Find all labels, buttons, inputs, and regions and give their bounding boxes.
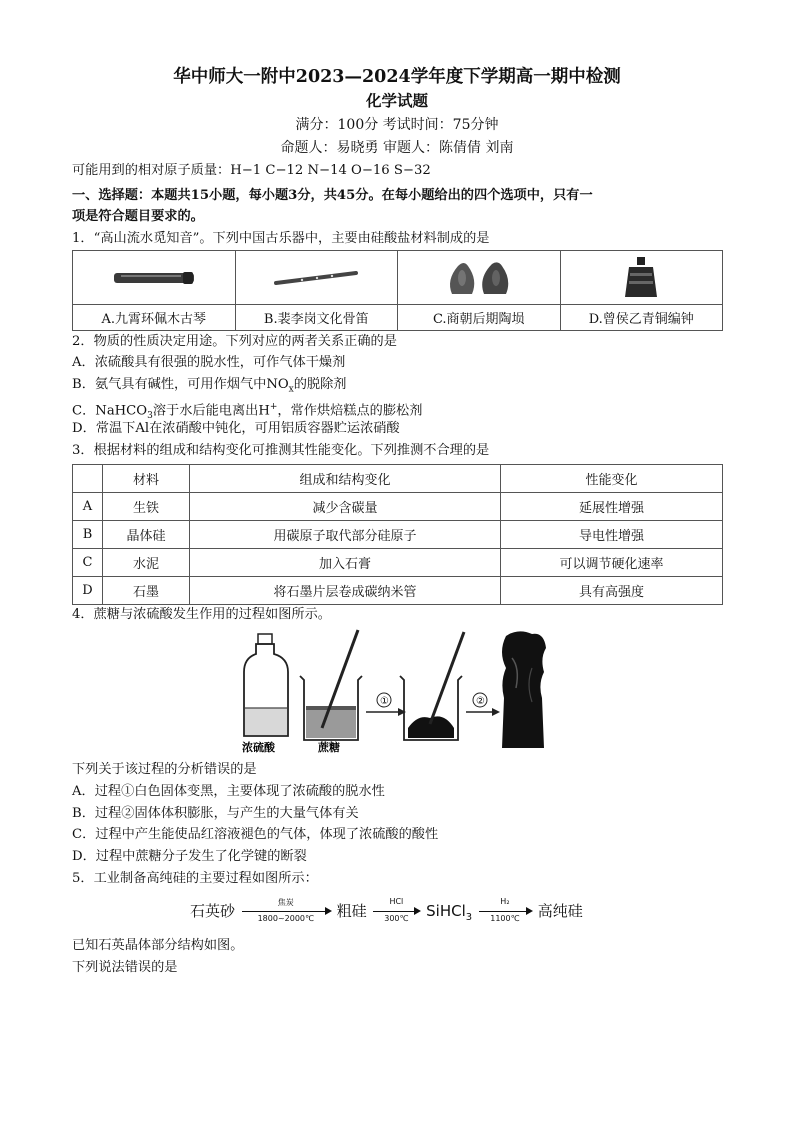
q2-stem: 2．物质的性质决定用途。下列对应的两者关系正确的是	[72, 334, 397, 349]
label-sugar: 蔗糖	[318, 741, 340, 754]
q3-row-label: D	[73, 577, 103, 605]
q3-row-label: C	[73, 549, 103, 577]
label-step1: ①	[380, 696, 389, 707]
q4-option-d: D．过程中蔗糖分子发生了化学键的断裂	[72, 849, 307, 864]
q3-header-change: 组成和结构变化	[190, 465, 501, 493]
q4-prompt: 下列关于该过程的分析错误的是	[72, 762, 257, 777]
exam-title: 华中师大一附中2023—2024学年度下学期高一期中检测	[173, 67, 621, 87]
q3-cell: 晶体硅	[103, 521, 190, 549]
q3-cell: 将石墨片层卷成碳纳米管	[190, 577, 501, 605]
q2-option-a: A．浓硫酸具有很强的脱水性，可作气体干燥剂	[72, 355, 346, 370]
q1-image-a	[73, 251, 236, 305]
section-heading: 一、选择题：本题共15小题，每小题3分，共45分。在每小题给出的四个选项中，只有一	[72, 188, 593, 203]
q1-option-b: B.裴李岗文化骨笛	[235, 305, 398, 331]
q3-cell: 石墨	[103, 577, 190, 605]
reagent-bottle-icon	[244, 634, 288, 736]
q3-cell: 可以调节硬化速率	[501, 549, 723, 577]
scheme-arrow-1: 焦炭 1800~2000℃	[240, 901, 332, 923]
table-row	[73, 577, 723, 605]
bell-icon	[621, 255, 661, 301]
q3-table	[72, 464, 723, 605]
q3-cell: 水泥	[103, 549, 190, 577]
scheme-quartz-sand: 石英砂	[190, 902, 236, 920]
table-row	[73, 549, 723, 577]
q1-stem: 1．“高山流水觅知音”。下列中国古乐器中，主要由硅酸盐材料制成的是	[72, 231, 490, 246]
q3-header-material: 材料	[103, 465, 190, 493]
authors: 命题人：易晓勇 审题人：陈倩倩 刘南	[280, 140, 514, 156]
q4-stem: 4．蔗糖与浓硫酸发生作用的过程如图所示。	[72, 607, 331, 622]
q1-option-c: C.商朝后期陶埙	[398, 305, 561, 331]
q5-stem: 5．工业制备高纯硅的主要过程如图所示：	[72, 871, 318, 886]
scheme-arrow-2: HCl 300℃	[371, 901, 421, 923]
score-time: 满分：100分 考试时间：75分钟	[295, 117, 499, 133]
xun-icon	[444, 258, 514, 298]
q3-row-label: A	[73, 493, 103, 521]
q1-option-a: A.九霄环佩木古琴	[73, 305, 236, 331]
scheme-pure-silicon: 高纯硅	[537, 902, 583, 920]
q3-header-property: 性能变化	[501, 465, 723, 493]
table-row	[73, 521, 723, 549]
q2-option-b: B．氨气具有碱性，可用作烟气中$NO_x$的脱除剂	[72, 377, 347, 395]
q3-cell: 加入石膏	[190, 549, 501, 577]
q3-stem: 3．根据材料的组成和结构变化可推测其性能变化。下列推测不合理的是	[72, 443, 490, 458]
label-acid: 浓硫酸	[242, 741, 275, 754]
scheme-crude-silicon: 粗硅	[336, 902, 367, 920]
scheme-sihcl3: SiHCl$_3$	[426, 902, 473, 923]
scheme-arrow-3: $\frac{\text{H₂}}{1100℃}$	[477, 901, 533, 923]
exam-subtitle: 化学试题	[365, 91, 428, 110]
q1-option-d: D.曾侯乙青铜编钟	[560, 305, 723, 331]
q3-cell: 用碳原子取代部分硅原子	[190, 521, 501, 549]
guqin-icon	[111, 269, 197, 287]
q3-cell: 导电性增强	[501, 521, 723, 549]
label-step2: ②	[476, 696, 485, 707]
q1-image-b	[235, 251, 398, 305]
q5-note: 已知石英晶体部分结构如图。	[72, 938, 244, 953]
q3-cell: 生铁	[103, 493, 190, 521]
q2-option-c: C．NaHCO$_3$溶于水后能电离出H+，常作烘焙糕点的膨松剂	[72, 402, 423, 422]
section-heading-cont: 项是符合题目要求的。	[72, 209, 204, 224]
q3-row-label: B	[73, 521, 103, 549]
q4-figure	[240, 628, 560, 756]
beaker-sugar-icon	[300, 630, 362, 740]
carbon-column-icon	[502, 631, 546, 748]
q3-cell: 延展性增强	[501, 493, 723, 521]
q1-image-c	[398, 251, 561, 305]
atomic-masses: 可能用到的相对原子质量：H−1 C−12 N−14 O−16 S−32	[72, 163, 431, 178]
q4-option-c: C．过程中产生能使品红溶液褪色的气体，体现了浓硫酸的酸性	[72, 827, 439, 842]
q5-scheme	[190, 896, 583, 923]
q3-cell: 具有高强度	[501, 577, 723, 605]
q3-cell: 减少含碳量	[190, 493, 501, 521]
table-row	[73, 493, 723, 521]
bone-flute-icon	[272, 268, 360, 288]
q2-option-d: D．常温下Al在浓硝酸中钝化，可用铝质容器贮运浓硝酸	[72, 421, 400, 436]
q1-options-table	[72, 250, 723, 331]
beaker-black-icon	[400, 632, 464, 740]
q4-option-a: A．过程①白色固体变黑，主要体现了浓硫酸的脱水性	[72, 784, 385, 799]
q3-header-blank	[73, 465, 103, 493]
q1-image-d	[560, 251, 723, 305]
q4-option-b: B．过程②固体体积膨胀，与产生的大量气体有关	[72, 806, 359, 821]
q5-prompt: 下列说法错误的是	[72, 960, 178, 975]
